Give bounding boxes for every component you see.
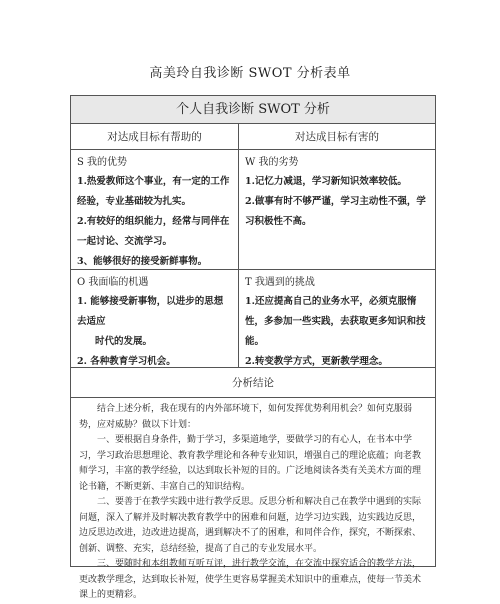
weakness-item: 1.记忆力减退，学习新知识效率较低。 — [245, 176, 407, 187]
threat-item: 1.还应提高自己的业务水平，必须克服惰性，多参加一些实践，去获取更多知识和技能。 — [245, 296, 426, 347]
threat-item: 2.转变教学方式，更新教学理念。 — [245, 356, 388, 367]
strength-item: 1.热爱教师这个事业，有一定的工作经验，专业基础较为扎实。 — [77, 176, 230, 207]
weaknesses-cell — [239, 150, 435, 269]
weaknesses-list — [245, 172, 429, 232]
weaknesses-title: W 我的劣势 — [245, 157, 299, 168]
opportunities-cell — [71, 270, 239, 367]
strengths-list — [77, 172, 232, 272]
threats-cell — [239, 270, 435, 367]
external-factors-row — [71, 270, 435, 368]
conclusion-paragraph: 三、要随时和本组教师互听互评，进行教学交流，在交流中探究适合的教学方法，更改教学理念，达到取长补短，使学生更容易掌握美术知识中的重难点，使每一节美术课上的更精彩。 — [79, 559, 422, 600]
harmful-label: 对达成目标有害的 — [295, 131, 379, 143]
helpful-label: 对达成目标有帮助的 — [71, 124, 239, 149]
swot-table — [70, 95, 436, 600]
conclusion-paragraph: 一、要根据自身条件，勤于学习，多渠道地学，要做学习的有心人，在书本中学习，学习政治思想理论、教育教学理论和各种专业知识，增强自己的理论底蕴；向老教师学习，丰富的教学经验，以达到取长补短的目的。广泛地阅读各类有关美术方面的理论书籍，不断更新、丰富自己的知识结构。 — [79, 435, 422, 492]
weakness-item: 2.做事有时不够严谨，学习主动性不强，学习积极性不高。 — [245, 196, 426, 227]
threats-title: T 我遇到的挑战 — [245, 277, 315, 288]
conclusion-body — [71, 398, 435, 600]
table-heading: 个人自我诊断 SWOT 分析 — [71, 96, 435, 124]
threats-list — [245, 292, 429, 372]
conclusion-paragraph: 二、要善于在教学实践中进行教学反思。反思分析和解决自己在教学中遇到的实际问题，深入了解并及时解决教育教学中的困难和问题，边学习边实践，边实践边反思，边反思边改进，边改进边提高，遇到解决不了的困难，和同伴合作，探究，不断探索、创新、调整、充实，总结经验，提高了自己的专业发展水平。 — [79, 497, 422, 554]
opportunities-title: O 我面临的机遇 — [77, 277, 149, 288]
opportunities-list — [77, 292, 232, 372]
internal-factors-row — [71, 150, 435, 270]
strength-item: 2.有较好的组织能力，经常与同伴在一起讨论、交流学习。 — [77, 216, 230, 247]
opportunity-item: 2. 各种教育学习机会。 — [77, 356, 176, 367]
strengths-cell — [71, 150, 239, 269]
strengths-title: S 我的优势 — [77, 157, 128, 168]
column-headers — [71, 124, 435, 150]
conclusion-heading: 分析结论 — [71, 368, 435, 398]
opportunity-item: 时代的发展。 — [95, 336, 153, 347]
conclusion-paragraph: 结合上述分析，我在现有的内外部环境下，如何发挥优势利用机会？如何克服弱势，应对威胁？做以下计划： — [79, 404, 413, 430]
document-title: 高美玲自我诊断 SWOT 分析表单 — [149, 66, 351, 81]
strength-item: 3、能够很好的接受新鲜事物。 — [77, 256, 208, 267]
opportunity-item: 1. 能够接受新事物，以进步的思想去适应 — [77, 296, 224, 327]
